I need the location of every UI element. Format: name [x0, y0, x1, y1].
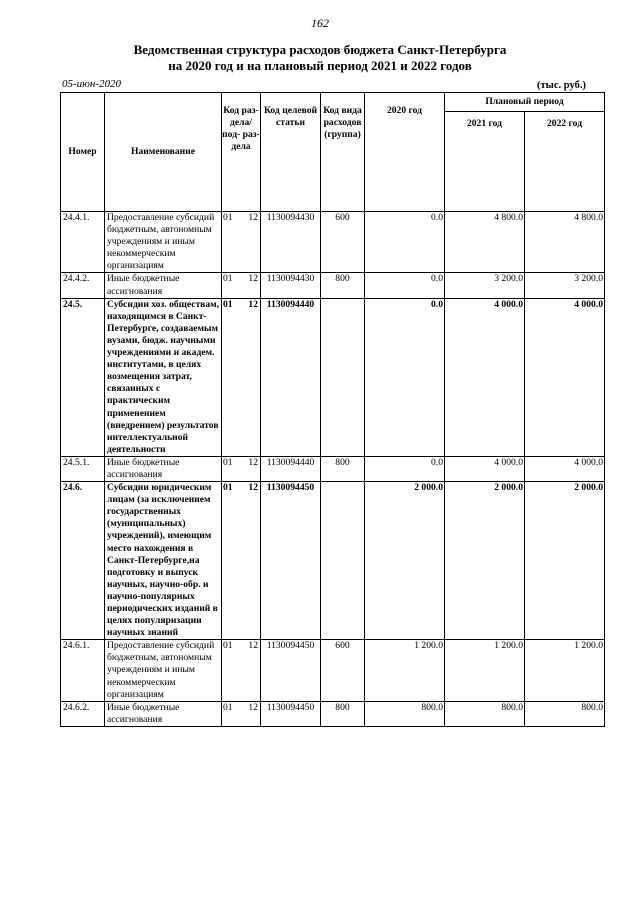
header-section-code: Код раз- дела/ под- раз- дела [222, 93, 261, 212]
table-row [61, 212, 605, 273]
row-name: Предоставление субсидий бюджетным, автономным учреждениям и иным некоммерческим организациям [105, 640, 222, 701]
row-expense-type-code: 800 [321, 273, 365, 298]
header-year-2021: 2021 год [445, 112, 525, 212]
row-name: Предоставление субсидий бюджетным, автономным учреждениям и иным некоммерческим организациям [105, 212, 222, 273]
row-expense-type-code: 800 [321, 456, 365, 481]
razdel-code: 01 [223, 482, 233, 494]
row-expense-type-code: 600 [321, 640, 365, 701]
podrazdel-code: 12 [248, 456, 258, 468]
header-planning-period: Плановый период [445, 93, 605, 112]
row-amount-2022: 800.0 [525, 701, 605, 726]
header-target-code: Код целевой статьи [261, 93, 321, 212]
row-name: Субсидии хоз. обществам, находящимся в Санкт-Петербурге, создаваемым вузами, бюдж. научными учреждениями и академ. институтами, в целях возмещения затрат, связанных с практическим применением (внедрением) результатов интеллектуальной деятельности [105, 298, 222, 456]
podrazdel-code: 12 [248, 482, 258, 494]
row-amount-2020: 0.0 [365, 456, 445, 481]
row-amount-2022: 4 000.0 [525, 456, 605, 481]
row-expense-type-code [321, 482, 365, 640]
row-target-code: 1130094450 [261, 701, 321, 726]
row-name: Субсидии юридическим лицам (за исключением государственных (муниципальных) учреждений), имеющим место нахождения в Санкт-Петербурге,на подготовку и выпуск научных, научно-обр. и научно-популярных периодических изданий в целях популяризации научных знаний [105, 482, 222, 640]
razdel-code: 01 [223, 640, 233, 652]
row-amount-2021: 4 000.0 [445, 456, 525, 481]
row-expense-type-code: 600 [321, 212, 365, 273]
row-amount-2021: 3 200.0 [445, 273, 525, 298]
podrazdel-code: 12 [248, 212, 258, 223]
row-section-code [222, 212, 261, 273]
podrazdel-code: 12 [248, 298, 258, 310]
header-year-2022: 2022 год [525, 112, 605, 212]
row-section-code [222, 456, 261, 481]
row-amount-2020: 2 000.0 [365, 482, 445, 640]
row-section-code [222, 482, 261, 640]
row-amount-2021: 2 000.0 [445, 482, 525, 640]
document-date: 05-июн-2020 [62, 78, 122, 90]
row-section-code [222, 273, 261, 298]
row-amount-2020: 800.0 [365, 701, 445, 726]
title-line-2: на 2020 год и на плановый период 2021 и 2022 годов [168, 58, 472, 73]
title-line-1: Ведомственная структура расходов бюджета Санкт-Петербурга [133, 42, 507, 57]
row-amount-2020: 0.0 [365, 273, 445, 298]
table-row [61, 298, 605, 456]
razdel-code: 01 [223, 298, 233, 310]
header-expense-type-code: Код вида расходов (группа) [321, 93, 365, 212]
row-expense-type-code [321, 298, 365, 456]
row-amount-2021: 1 200.0 [445, 640, 525, 701]
podrazdel-code: 12 [248, 273, 258, 285]
razdel-code: 01 [223, 701, 233, 713]
row-section-code [222, 701, 261, 726]
row-amount-2020: 0.0 [365, 212, 445, 273]
row-target-code: 1130094440 [261, 298, 321, 456]
row-amount-2022: 2 000.0 [525, 482, 605, 640]
podrazdel-code: 12 [248, 701, 258, 713]
row-amount-2021: 4 000.0 [445, 298, 525, 456]
row-number: 24.5. [61, 298, 105, 456]
row-expense-type-code: 800 [321, 701, 365, 726]
units-label: (тыс. руб.) [537, 80, 586, 91]
row-amount-2020: 0.0 [365, 298, 445, 456]
row-number: 24.6.2. [61, 701, 105, 726]
row-amount-2021: 4 800.0 [445, 212, 525, 273]
row-number: 24.4.2. [61, 273, 105, 298]
header-number: Номер [61, 93, 105, 212]
row-amount-2021: 800.0 [445, 701, 525, 726]
row-name: Иные бюджетные ассигнования [105, 456, 222, 481]
row-target-code: 1130094450 [261, 482, 321, 640]
row-amount-2022: 3 200.0 [525, 273, 605, 298]
podrazdel-code: 12 [248, 640, 258, 652]
razdel-code: 01 [223, 273, 233, 285]
row-target-code: 1130094430 [261, 273, 321, 298]
table-row [61, 273, 605, 298]
row-amount-2022: 1 200.0 [525, 640, 605, 701]
row-amount-2022: 4 800.0 [525, 212, 605, 273]
document-title [0, 42, 640, 74]
row-name: Иные бюджетные ассигнования [105, 701, 222, 726]
row-number: 24.5.1. [61, 456, 105, 481]
page-number: 162 [311, 16, 329, 30]
table-row [61, 640, 605, 701]
row-section-code [222, 640, 261, 701]
row-name: Иные бюджетные ассигнования [105, 273, 222, 298]
row-amount-2022: 4 000.0 [525, 298, 605, 456]
table-body [61, 212, 605, 727]
row-target-code: 1130094440 [261, 456, 321, 481]
table-row [61, 482, 605, 640]
row-amount-2020: 1 200.0 [365, 640, 445, 701]
row-target-code: 1130094430 [261, 212, 321, 273]
row-section-code [222, 298, 261, 456]
razdel-code: 01 [223, 456, 233, 468]
row-number: 24.6. [61, 482, 105, 640]
row-number: 24.6.1. [61, 640, 105, 701]
razdel-code: 01 [223, 212, 233, 223]
header-year-2020: 2020 год [365, 93, 445, 212]
table-row [61, 456, 605, 481]
table-row [61, 701, 605, 726]
budget-table [60, 92, 605, 727]
row-number: 24.4.1. [61, 212, 105, 273]
row-target-code: 1130094450 [261, 640, 321, 701]
header-name: Наименование [105, 93, 222, 212]
